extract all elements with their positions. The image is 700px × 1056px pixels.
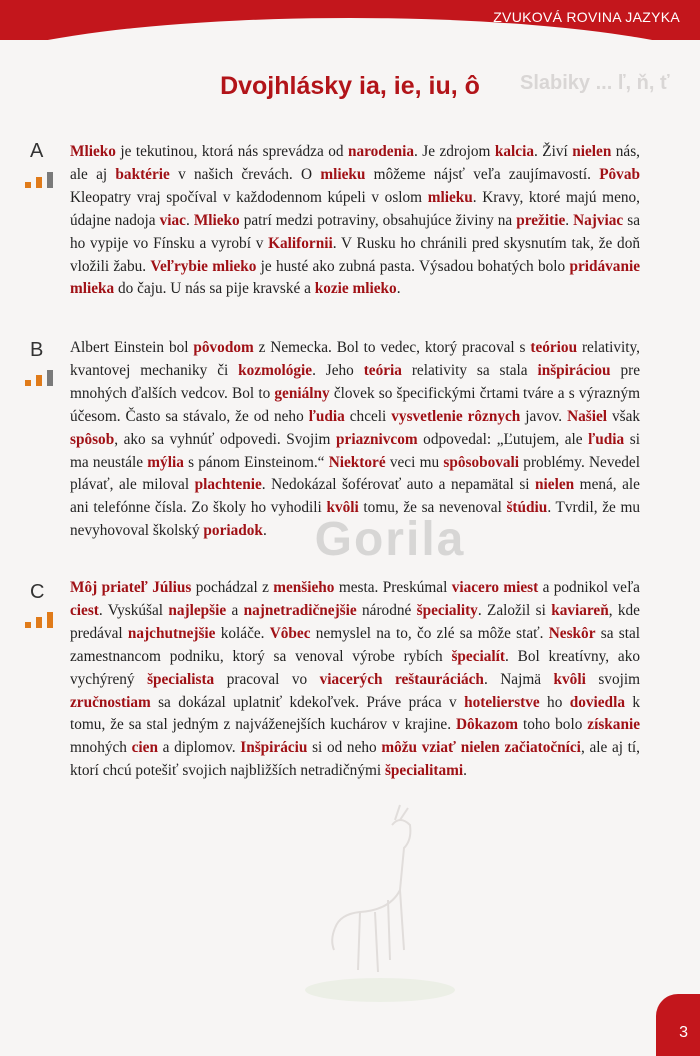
highlighted-word: štúdiu [506, 499, 548, 517]
text-run: . [565, 211, 574, 229]
text-run: mená, ale ani telefónne čísla. Zo školy ho vyhodili [70, 476, 640, 517]
highlighted-word: poriadok [203, 522, 263, 540]
section-letter-b: B [30, 339, 44, 361]
highlighted-word: Môj priateľ Július [70, 579, 192, 596]
highlighted-word: geniálny [274, 384, 330, 402]
highlighted-word: Mlieko [70, 143, 116, 160]
highlighted-word: nielen [572, 143, 612, 160]
highlighted-word: mlieku [320, 165, 366, 183]
highlighted-word: vysvetlenie rôznych [391, 407, 521, 425]
text-run: pracoval vo [214, 670, 320, 688]
watermark: Gorila [314, 513, 466, 566]
text-run: , kde predával [70, 601, 640, 642]
highlighted-word: mlieku [427, 188, 473, 206]
highlighted-word: menšieho [273, 579, 335, 596]
text-run: je tekutinou, ktorá nás sprevádza od [115, 143, 348, 160]
highlighted-word: špecialít [451, 647, 505, 665]
highlighted-word: najlepšie [168, 601, 227, 619]
text-run: z Nemecka. Bol to vedec, ktorý pracoval s [253, 339, 531, 356]
highlighted-word: plachtenie [194, 476, 262, 494]
text-run: veci mu [385, 453, 444, 471]
text-run: . [262, 522, 267, 540]
highlighted-word: ľudia [588, 430, 625, 448]
text-run: nás, ale aj [70, 143, 640, 183]
text-run: k tomu, že sa stal jedným z najváženejších kuchárov v krajine. [70, 693, 640, 734]
highlighted-word: Najviac [573, 211, 624, 229]
highlighted-word: viacero miest [451, 579, 539, 596]
highlighted-word: Neskôr [548, 624, 596, 642]
section-letter-c: C [30, 581, 45, 603]
highlighted-word: teória [363, 361, 402, 379]
text-run: a podnikol veľa [538, 579, 640, 596]
highlighted-word: Niektoré [328, 453, 386, 471]
text-run: . Jeho [312, 361, 364, 379]
deer-illustration [300, 800, 460, 1010]
highlighted-word: teóriou [530, 339, 578, 356]
text-run: si ma neustále [70, 430, 640, 471]
text-run: problémy. Nevedel plávať, ale miloval [70, 453, 640, 494]
highlighted-word: najnetradičnejšie [243, 601, 357, 619]
text-run: nemyslel na to, čo zlé sa môže stať. [310, 624, 549, 642]
text-run: je husté ako zubná pasta. Výsadou bohatých bolo [256, 257, 570, 275]
text-run: národné [356, 601, 417, 619]
text-run: a diplomov. [157, 739, 241, 757]
text-run: . [396, 280, 401, 298]
text-run: , ale aj tí, ktorí chcú potešiť svojich najbližších netradičnými [70, 739, 640, 780]
highlighted-word: ľudia [308, 407, 345, 425]
highlighted-word: Vôbec [269, 624, 311, 642]
highlighted-word: doviedla [569, 693, 625, 711]
text-run: svojim [585, 670, 640, 688]
highlighted-word: hotelierstve [464, 693, 540, 711]
highlighted-word: pridávanie mlieka [70, 257, 640, 298]
paragraph-c [70, 577, 640, 783]
text-run: pre mnohých ďalších vedcov. Bol to [70, 361, 640, 402]
text-run: si od neho [307, 739, 382, 757]
highlighted-word: priaznivcom [336, 430, 418, 448]
text-run: . [463, 762, 467, 780]
highlighted-word: kalcia [494, 143, 534, 160]
highlighted-word: získanie [587, 716, 640, 734]
chapter-label: ZVUKOVÁ ROVINA JAZYKA [493, 9, 680, 25]
highlighted-word: Našiel [567, 407, 608, 425]
text-run: Kleopatry vraj spočíval v každodennom kúpeli v oslom [70, 188, 428, 206]
text-run: . Kravy, ktoré majú meno, údajne nadoja [70, 188, 640, 229]
highlighted-word: špeciality [416, 601, 478, 619]
highlighted-word: ciest [70, 601, 99, 619]
highlighted-word: môžu vziať nielen začiatočníci [381, 739, 581, 757]
highlighted-word: mýlia [147, 453, 184, 471]
highlighted-word: kaviareň [551, 601, 609, 619]
text-run: Albert Einstein bol [70, 339, 194, 356]
text-run: javov. [520, 407, 568, 425]
text-run: . V Rusku ho chránili pred skysnutím tak, že doň vložili žabu. [70, 234, 640, 275]
highlighted-word: zručnostiam [70, 693, 151, 711]
highlighted-word: kozie mlieko [314, 280, 397, 298]
paragraph-a [70, 141, 640, 301]
text-run: chceli [344, 407, 392, 425]
text-run: sa dokázal uplatniť kdekoľvek. Práve práca v [150, 693, 465, 711]
highlighted-word: viacerých reštauráciách [319, 670, 484, 688]
highlighted-word: špecialista [147, 670, 215, 688]
highlighted-word: Veľrybie mlieko [150, 257, 257, 275]
highlighted-word: Kalifornii [268, 234, 333, 252]
text-run: a [226, 601, 244, 619]
text-run: patrí medzi potraviny, obsahujúce živiny na [239, 211, 517, 229]
highlighted-word: kvôli [326, 499, 359, 517]
page-number: 3 [679, 1024, 688, 1041]
text-run: pochádzal z [191, 579, 274, 596]
text-run: . Živí [534, 143, 573, 160]
text-run: . Je zdrojom [414, 143, 495, 160]
highlighted-word: špecialitami [384, 762, 464, 780]
difficulty-bars-icon [25, 370, 61, 386]
text-run: relativity, kvantovej mechaniky či [70, 339, 640, 379]
difficulty-bars-icon [25, 172, 61, 188]
highlighted-word: nielen [535, 476, 575, 494]
text-run: sa stal zamestnancom podniku, ktorý sa venoval výrobe rybích [70, 624, 641, 665]
text-run: . Nedokázal šoférovať auto a nepamätal si [261, 476, 536, 494]
highlighted-word: kvôli [553, 670, 586, 688]
text-run: ho [539, 693, 570, 711]
text-run: . Založil si [477, 601, 552, 619]
text-run: v našich črevách. O [169, 165, 321, 183]
text-run: . [185, 211, 194, 229]
text-run: . Vyskúšal [98, 601, 169, 619]
text-run: človek so špecifickými črtami tváre a s výrazným účesom. Často sa stávalo, že od neho [70, 384, 640, 425]
text-run: však [607, 407, 641, 425]
highlighted-word: prežitie [516, 211, 566, 229]
text-run: relativity sa stala [401, 361, 538, 379]
highlighted-word: spôsobovali [443, 453, 520, 471]
text-run: . Bol kreatívny, ako vychýrený [70, 647, 640, 688]
highlighted-word: cien [131, 739, 158, 757]
section-letter-a: A [30, 140, 44, 162]
text-run: toho bolo [518, 716, 588, 734]
highlighted-word: narodenia [347, 143, 414, 160]
highlighted-word: inšpiráciou [537, 361, 611, 379]
text-run: odpovedal: „Ľutujem, ale [417, 430, 589, 448]
text-run: do čaju. U nás sa pije kravské a [114, 280, 315, 298]
highlighted-word: Mlieko [193, 211, 240, 229]
show-through-title: Slabiky ... ľ, ň, ť [520, 72, 670, 94]
highlighted-word: Inšpiráciu [240, 739, 308, 757]
text-run: koláče. [215, 624, 270, 642]
highlighted-word: viac [159, 211, 186, 229]
text-run: mnohých [70, 739, 132, 757]
text-run: sa ho vypije vo Fínsku a vyrobí v [70, 211, 641, 252]
text-run: s pánom Einsteinom.“ [183, 453, 329, 471]
text-run: môžeme nájsť veľa zaujímavostí. [365, 165, 600, 183]
highlighted-word: Dôkazom [455, 716, 519, 734]
page-title: Dvojhlásky ia, ie, iu, ô [220, 72, 480, 100]
text-run: tomu, že sa nevenoval [358, 499, 507, 517]
page-number-tab [656, 994, 700, 1056]
highlighted-word: najchutnejšie [127, 624, 216, 642]
highlighted-word: kozmológie [238, 361, 313, 379]
text-run: . Tvrdil, že mu nevyhovoval školský [70, 499, 640, 540]
text-run: , ako sa vyhnúť odpovedi. Svojim [114, 430, 337, 448]
highlighted-word: spôsob [70, 430, 115, 448]
highlighted-word: baktérie [115, 165, 170, 183]
text-run: . Najmä [483, 670, 554, 688]
highlighted-word: pôvodom [193, 339, 254, 356]
highlighted-word: Pôvab [599, 165, 640, 183]
difficulty-bars-icon [25, 612, 61, 628]
text-run: mesta. Preskúmal [334, 579, 452, 596]
